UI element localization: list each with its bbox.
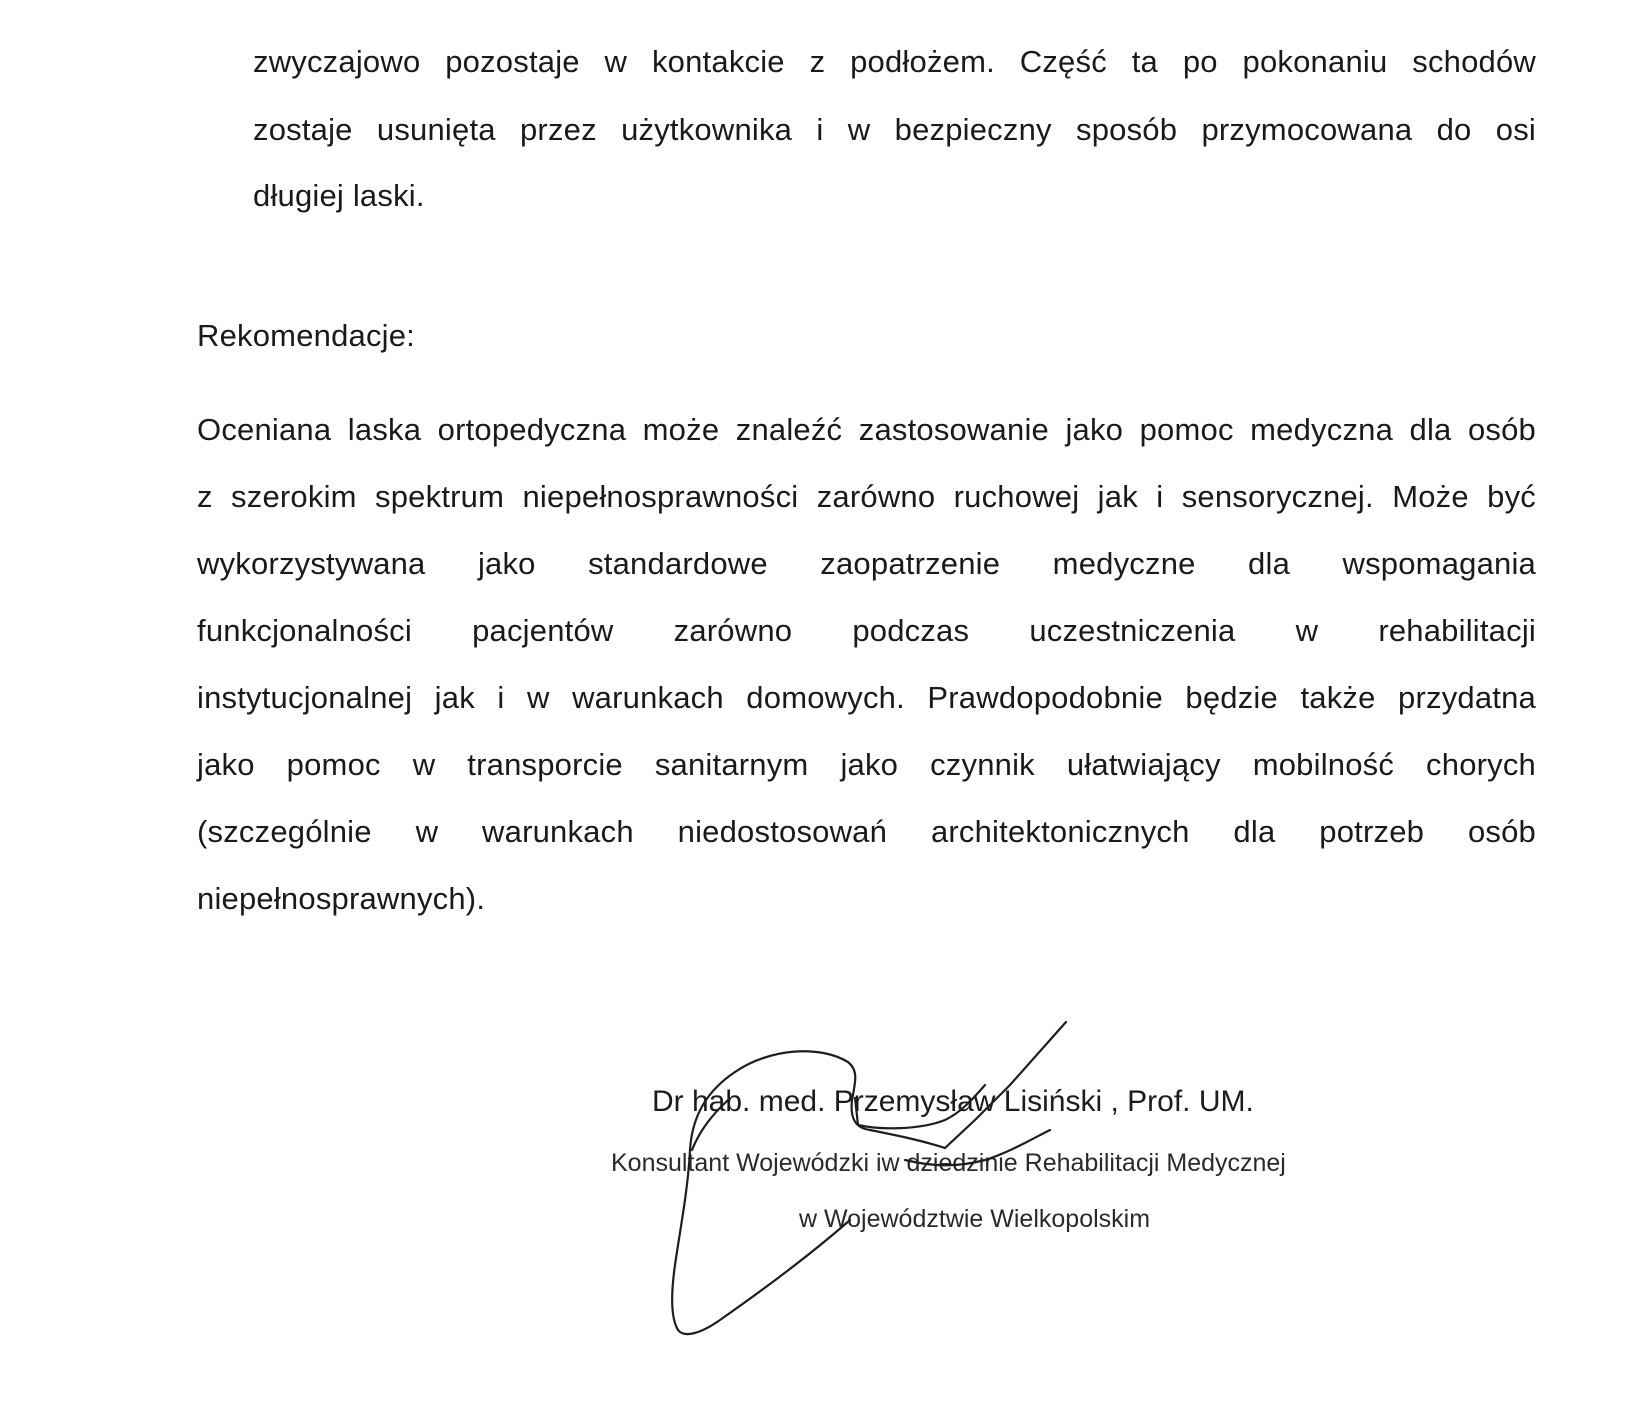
recommendations-line-4: funkcjonalności pacjentów zarówno podczas uczestniczenia w rehabilitacji xyxy=(197,613,1536,648)
recommendations-line-2: z szerokim spektrum niepełnosprawności zarówno ruchowej jak i sensorycznej. Może być xyxy=(197,479,1536,514)
signatory-title-line-2: w Województwie Wielkopolskim xyxy=(799,1205,1151,1233)
continuation-line-2: zostaje usunięta przez użytkownika i w bezpieczny sposób przymocowana do osi xyxy=(253,112,1536,147)
recommendations-line-7: (szczególnie w warunkach niedostosowań architektonicznych dla potrzeb osób xyxy=(197,814,1536,849)
recommendations-heading: Rekomendacje: xyxy=(197,318,415,353)
recommendations-line-3: wykorzystywana jako standardowe zaopatrzenie medyczne dla wspomagania xyxy=(197,546,1536,581)
continuation-line-3: długiej laski. xyxy=(253,178,425,213)
recommendations-line-8: niepełnosprawnych). xyxy=(197,881,486,916)
signatory-title-line-1: Konsultant Wojewódzki iw dziedzinie Rehabilitacji Medycznej xyxy=(611,1149,1286,1177)
recommendations-line-1: Oceniana laska ortopedyczna może znaleźć zastosowanie jako pomoc medyczna dla osób xyxy=(197,412,1536,447)
signatory-name: Dr hab. med. Przemysław Lisiński , Prof. UM. xyxy=(652,1085,1254,1118)
recommendations-line-6: jako pomoc w transporcie sanitarnym jako czynnik ułatwiający mobilność chorych xyxy=(197,747,1536,782)
recommendations-line-5: instytucjonalnej jak i w warunkach domowych. Prawdopodobnie będzie także przydatna xyxy=(197,680,1536,715)
continuation-line-1: zwyczajowo pozostaje w kontakcie z podłożem. Część ta po pokonaniu schodów xyxy=(253,44,1536,79)
